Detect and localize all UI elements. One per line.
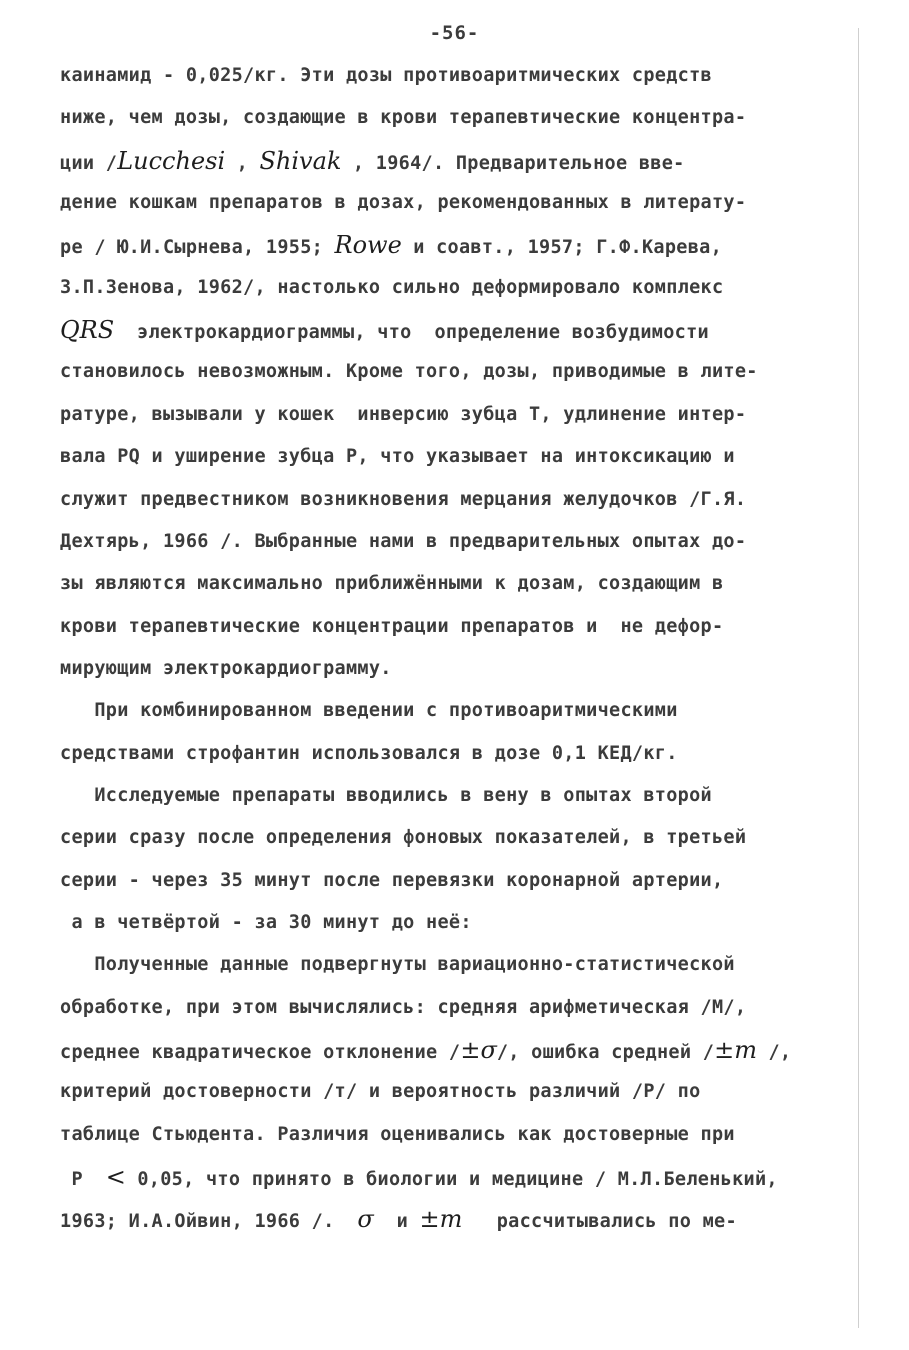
text-line — [60, 318, 709, 345]
typed-text: Исследуемые препараты вводились в вену в опытах второй — [60, 784, 712, 806]
handwritten-insert: ±m — [419, 1205, 463, 1234]
text-line — [60, 191, 746, 215]
typed-text: становилось невозможным. Кроме того, дозы, приводимые в лите- — [60, 361, 758, 383]
handwritten-insert: Rowe — [334, 231, 402, 260]
typed-text: 1963; И.А.Ойвин, 1966 /. — [60, 1211, 358, 1233]
text-line — [60, 445, 735, 469]
text-line — [60, 106, 746, 130]
typed-text: а в четвёртой - за 30 минут до неё: — [60, 912, 472, 933]
text-line — [60, 911, 472, 935]
text-line — [60, 742, 678, 766]
text-line — [60, 530, 746, 554]
typed-text: электрокардиограммы, что определение возбудимости — [114, 322, 709, 344]
text-line — [60, 360, 758, 384]
typed-text: , — [225, 152, 260, 174]
typed-text: мирующим электрокардиограмму. — [60, 657, 392, 679]
page-edge-line — [858, 28, 859, 1328]
handwritten-insert: σ — [357, 1205, 374, 1234]
typed-text: Полученные данные подвергнуты вариационно-статистической — [60, 954, 735, 976]
text-line — [60, 657, 392, 681]
typed-text: /, — [757, 1042, 792, 1064]
text-line — [60, 1123, 735, 1147]
text-line — [60, 1080, 701, 1104]
typed-text: таблице Стьюдента. Различия оценивались как достоверные при — [60, 1123, 735, 1145]
typed-text: Р — [60, 1169, 106, 1191]
text-line — [60, 276, 723, 300]
text-line — [60, 488, 746, 512]
text-line — [60, 64, 712, 88]
text-line — [60, 953, 735, 977]
typed-text: и соавт., 1957; Г.Ф.Карева, — [401, 237, 723, 259]
text-line — [60, 146, 685, 176]
handwritten-insert: Shivak — [259, 146, 342, 175]
typed-text: крови терапевтические концентрации препаратов и не дефор- — [60, 615, 724, 637]
page-number: -56- — [429, 22, 480, 44]
text-line — [60, 572, 723, 596]
text-line — [60, 826, 746, 850]
text-line — [60, 784, 712, 808]
typed-text: ратуре, вызывали у кошек инверсию зубца Т, удлинение интер- — [60, 403, 747, 425]
typed-text: и — [373, 1211, 420, 1233]
typed-text: 0,05, что принято в биологии и медицине / М.Л.Беленький, — [125, 1169, 778, 1191]
typed-text: средствами строфантин использовался в дозе 0,1 КЕД/кг. — [60, 742, 678, 764]
text-line — [60, 869, 723, 893]
typed-text: зы являются максимально приближёнными к дозам, создающим в — [60, 573, 724, 595]
typed-text: ниже, чем дозы, создающие в крови терапевтические концентра- — [60, 107, 747, 129]
typed-text: З.П.Зенова, 1962/, настолько сильно деформировало комплекс — [60, 276, 724, 298]
text-line — [60, 1165, 778, 1192]
typed-text: каинамид - 0,025/кг. Эти дозы противоаритмических средств — [60, 65, 712, 86]
typed-text: серии сразу после определения фоновых показателей, в третьей — [60, 827, 747, 849]
handwritten-insert: QRS — [60, 316, 115, 345]
text-line — [60, 1038, 791, 1065]
typed-text: служит предвестником возникновения мерцания желудочков /Г.Я. — [60, 488, 747, 510]
text-line — [60, 403, 746, 427]
handwritten-insert: ±m — [714, 1036, 758, 1065]
typed-text: При комбинированном введении с противоаритмическими — [60, 700, 678, 722]
text-line — [60, 615, 723, 639]
text-line — [60, 699, 678, 723]
text-line — [60, 233, 722, 260]
typed-text: рассчитывались по ме- — [462, 1211, 737, 1233]
typed-text: , 1964/. Предварительное вве- — [341, 152, 685, 174]
handwritten-insert: < — [105, 1163, 126, 1192]
text-line — [60, 1207, 737, 1234]
typed-text: /, ошибка средней / — [496, 1042, 715, 1064]
typed-text: дение кошкам препаратов в дозах, рекомендованных в литерату- — [60, 192, 747, 214]
typed-text: серии - через 35 минут после перевязки коронарной артерии, — [60, 869, 724, 891]
typed-text: критерий достоверности /т/ и вероятность различий /Р/ по — [60, 1081, 701, 1103]
handwritten-insert: Lucchesi — [117, 146, 226, 175]
typed-text: среднее квадратическое отклонение / — [60, 1042, 461, 1064]
typed-text: Дехтярь, 1966 /. Выбранные нами в предварительных опытах до- — [60, 530, 747, 552]
text-line — [60, 996, 746, 1020]
handwritten-insert: ±σ — [460, 1036, 497, 1065]
typed-text: ре / Ю.И.Сырнева, 1955; — [60, 237, 335, 259]
typed-text: обработке, при этом вычислялись: средняя арифметическая /М/, — [60, 996, 747, 1018]
typed-text: вала PQ и уширение зубца Р, что указывает на интоксикацию и — [60, 446, 735, 468]
typed-text: ции / — [60, 152, 118, 174]
